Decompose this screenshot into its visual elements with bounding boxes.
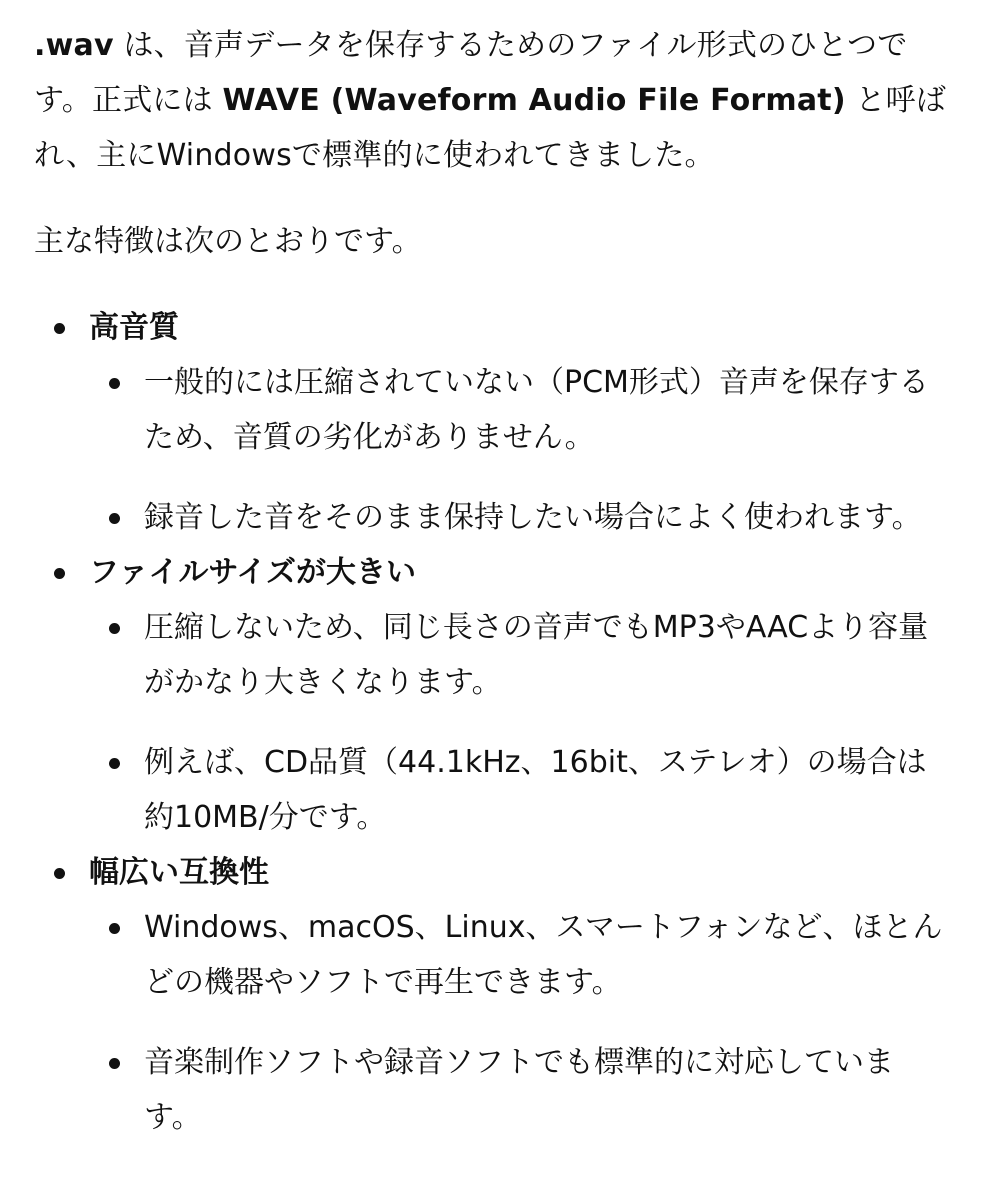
feature-item-file-size <box>34 545 951 845</box>
feature-point: 音楽制作ソフトや録音ソフトでも標準的に対応しています。 <box>89 1035 951 1145</box>
intro-paragraph <box>34 18 951 183</box>
feature-point: 例えば、CD品質（44.1kHz、16bit、ステレオ）の場合は約10MB/分です。 <box>89 735 951 845</box>
feature-point: 録音した音をそのまま保持したい場合によく使われます。 <box>89 490 951 545</box>
feature-point: 一般的には圧縮されていない（PCM形式）音声を保存するため、音質の劣化がありません。 <box>89 355 951 465</box>
feature-item-quality <box>34 300 951 545</box>
intro-text-1: は、音声データを保存するためのファイル形式のひとつです。正式には <box>34 28 908 118</box>
feature-points <box>89 600 951 845</box>
feature-title: ファイルサイズが大きい <box>89 555 416 590</box>
formal-name: WAVE (Waveform Audio File Format) <box>222 83 846 118</box>
feature-points <box>89 355 951 545</box>
feature-title: 高音質 <box>89 310 179 345</box>
feature-point: Windows、macOS、Linux、スマートフォンなど、ほとんどの機器やソフトで再生できます。 <box>89 900 951 1010</box>
file-extension: .wav <box>34 28 114 63</box>
feature-list <box>34 300 951 1145</box>
feature-title: 幅広い互換性 <box>89 855 269 890</box>
feature-points <box>89 900 951 1145</box>
summary-line: 主な特徴は次のとおりです。 <box>34 224 422 259</box>
feature-point: 圧縮しないため、同じ長さの音声でもMP3やAACより容量がかなり大きくなります。 <box>89 600 951 710</box>
feature-item-compatibility <box>34 845 951 1145</box>
intro-text-2: と呼ばれ、主にWindowsで標準的に使われてきました。 <box>34 83 947 173</box>
